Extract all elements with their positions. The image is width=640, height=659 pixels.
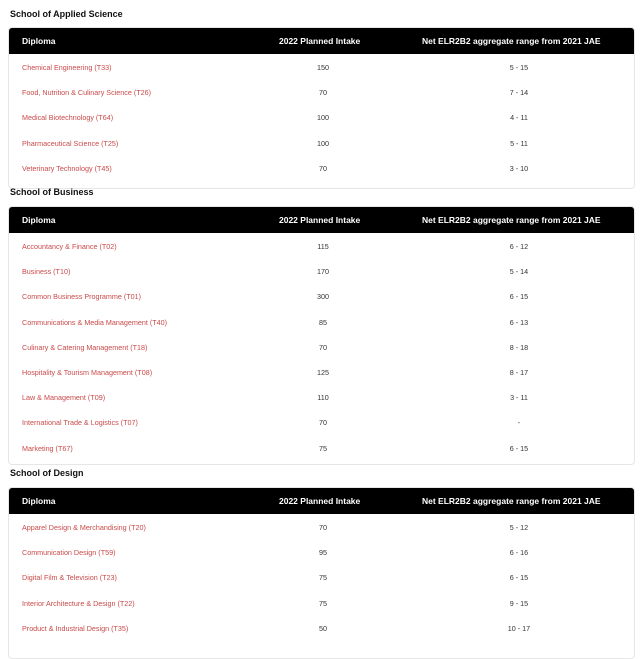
table-row	[9, 130, 634, 155]
table-row	[9, 309, 634, 334]
range-value: 6 - 16	[509, 548, 529, 558]
header-range: Net ELR2B2 aggregate range from 2021 JAE	[422, 36, 601, 46]
intake-value: 75	[319, 443, 327, 453]
intake-value: 70	[319, 163, 327, 173]
range-value: -	[517, 418, 521, 428]
diploma-link[interactable]: Culinary & Catering Management (T18)	[22, 342, 148, 352]
range-value: 8 - 18	[509, 342, 529, 352]
table-design	[8, 487, 635, 659]
range-value: 3 - 11	[510, 393, 528, 403]
header-diploma: Diploma	[22, 496, 56, 506]
range-value: 7 - 14	[509, 88, 529, 98]
table-row	[9, 435, 634, 460]
table-row	[9, 258, 634, 283]
table-business	[8, 206, 635, 465]
diploma-link[interactable]: Communications & Media Management (T40)	[22, 317, 168, 327]
table-header	[9, 488, 634, 514]
range-value: 6 - 15	[509, 443, 529, 453]
intake-value: 170	[317, 267, 329, 277]
diploma-link[interactable]: Veterinary Technology (T45)	[22, 163, 112, 173]
range-value: 4 - 11	[510, 113, 528, 123]
range-value: 8 - 17	[509, 367, 529, 377]
diploma-link[interactable]: Digital Film & Television (T23)	[22, 573, 117, 583]
table-row	[9, 54, 634, 79]
diploma-link[interactable]: Interior Architecture & Design (T22)	[22, 598, 135, 608]
diploma-link[interactable]: Common Business Programme (T01)	[22, 292, 142, 302]
diploma-link[interactable]: Chemical Engineering (T33)	[22, 63, 112, 72]
diploma-link[interactable]: Hospitality & Tourism Management (T08)	[22, 367, 153, 377]
range-value: 6 - 12	[509, 242, 529, 251]
table-row	[9, 334, 634, 359]
table-header	[9, 207, 634, 233]
table-row	[9, 79, 634, 104]
range-value: 5 - 11	[510, 138, 528, 148]
diploma-link[interactable]: Accountancy & Finance (T02)	[22, 242, 117, 251]
intake-value: 75	[319, 573, 327, 583]
table-row	[9, 615, 634, 640]
table-row	[9, 409, 634, 434]
range-value: 10 - 17	[507, 623, 531, 633]
diploma-link[interactable]: International Trade & Logistics (T07)	[22, 418, 138, 428]
range-value: 6 - 15	[509, 292, 529, 302]
intake-value: 75	[319, 598, 327, 608]
table-row	[9, 359, 634, 384]
range-value: 5 - 12	[509, 523, 529, 532]
table-row	[9, 514, 634, 539]
diploma-link[interactable]: Marketing (T67)	[22, 443, 73, 453]
intake-value: 125	[317, 367, 329, 377]
diploma-link[interactable]: Law & Management (T09)	[22, 393, 106, 403]
intake-value: 100	[317, 138, 329, 148]
header-range: Net ELR2B2 aggregate range from 2021 JAE	[422, 215, 601, 225]
intake-value: 70	[319, 418, 327, 428]
diploma-link[interactable]: Communication Design (T59)	[22, 548, 116, 558]
diploma-link[interactable]: Business (T10)	[22, 267, 71, 277]
diploma-link[interactable]: Food, Nutrition & Culinary Science (T26)	[22, 88, 152, 98]
intake-value: 85	[319, 317, 327, 327]
range-value: 6 - 13	[509, 317, 529, 327]
table-applied-science	[8, 27, 635, 189]
intake-value: 300	[317, 292, 329, 302]
table-row	[9, 384, 634, 409]
table-row	[9, 233, 634, 258]
school-title-applied-science: School of Applied Science	[10, 9, 123, 19]
intake-value: 70	[319, 523, 327, 532]
intake-value: 100	[317, 113, 329, 123]
table-row	[9, 590, 634, 615]
header-intake: 2022 Planned Intake	[279, 215, 361, 225]
school-title-design: School of Design	[10, 468, 84, 478]
header-intake: 2022 Planned Intake	[279, 496, 361, 506]
header-diploma: Diploma	[22, 215, 56, 225]
intake-value: 50	[319, 623, 327, 633]
diploma-link[interactable]: Apparel Design & Merchandising (T20)	[22, 523, 146, 532]
range-value: 9 - 15	[509, 598, 529, 608]
table-header	[9, 28, 634, 54]
range-value: 6 - 15	[509, 573, 529, 583]
diploma-link[interactable]: Medical Biotechnology (T64)	[22, 113, 114, 123]
diploma-link[interactable]: Pharmaceutical Science (T25)	[22, 138, 119, 148]
intake-value: 150	[317, 63, 329, 72]
diploma-link[interactable]: Product & Industrial Design (T35)	[22, 623, 129, 633]
table-row	[9, 283, 634, 308]
intake-value: 110	[317, 393, 329, 403]
header-diploma: Diploma	[22, 36, 56, 46]
range-value: 5 - 15	[509, 63, 529, 72]
table-row	[9, 564, 634, 589]
header-intake: 2022 Planned Intake	[279, 36, 361, 46]
header-range: Net ELR2B2 aggregate range from 2021 JAE	[422, 496, 601, 506]
table-row	[9, 155, 634, 180]
range-value: 3 - 10	[509, 163, 529, 173]
table-row	[9, 539, 634, 564]
intake-value: 95	[319, 548, 327, 558]
range-value: 5 - 14	[509, 267, 529, 277]
table-row	[9, 104, 634, 129]
intake-value: 70	[319, 88, 327, 98]
school-title-business: School of Business	[10, 187, 94, 197]
intake-value: 70	[319, 342, 327, 352]
intake-value: 115	[317, 242, 329, 251]
